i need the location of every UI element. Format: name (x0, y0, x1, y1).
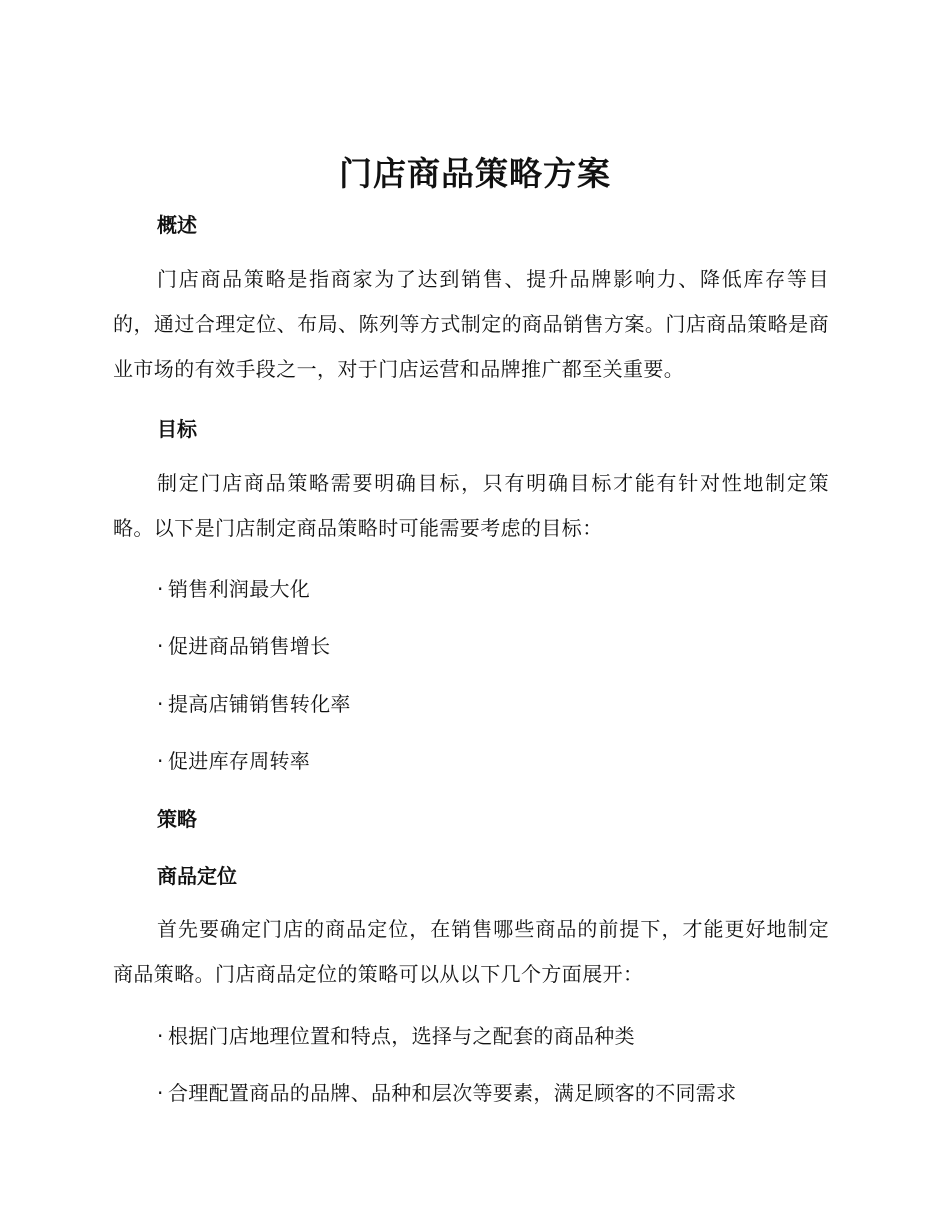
list-item-text: 销售利润最大化 (168, 577, 311, 601)
list-item (157, 688, 351, 717)
list-item-text: 根据门店地理位置和特点，选择与之配套的商品种类 (168, 1024, 635, 1048)
bullet-icon: · (157, 1024, 164, 1048)
list-item (157, 745, 310, 774)
positioning-paragraph: 首先要确定门店的商品定位，在销售哪些商品的前提下，才能更好地制定商品策略。门店商品定位的策略可以从以下几个方面展开： (113, 917, 829, 986)
bullet-icon: · (157, 634, 164, 658)
list-item-text: 提高店铺销售转化率 (168, 692, 351, 716)
section-heading-strategy: 策略 (157, 807, 197, 831)
bullet-icon: · (157, 692, 164, 716)
bullet-icon: · (157, 1081, 164, 1105)
section-heading-overview: 概述 (157, 213, 197, 237)
overview-paragraph: 门店商品策略是指商家为了达到销售、提升品牌影响力、降低库存等目的，通过合理定位、布局、陈列等方式制定的商品销售方案。门店商品策略是商业市场的有效手段之一，对于门店运营和品牌推广都至关重要。 (113, 267, 829, 381)
subsection-heading-positioning: 商品定位 (157, 864, 237, 888)
list-item (157, 630, 330, 659)
goals-paragraph: 制定门店商品策略需要明确目标，只有明确目标才能有针对性地制定策略。以下是门店制定商品策略时可能需要考虑的目标： (113, 471, 829, 540)
document-title: 门店商品策略方案 (339, 154, 611, 193)
list-item-text: 促进库存周转率 (168, 749, 311, 773)
list-item (157, 573, 310, 602)
section-heading-goals: 目标 (157, 417, 197, 441)
bullet-icon: · (157, 577, 164, 601)
list-item-text: 促进商品销售增长 (168, 634, 331, 658)
bullet-icon: · (157, 749, 164, 773)
list-item-text: 合理配置商品的品牌、品种和层次等要素，满足顾客的不同需求 (168, 1081, 737, 1105)
list-item (157, 1020, 635, 1049)
list-item (157, 1077, 736, 1106)
